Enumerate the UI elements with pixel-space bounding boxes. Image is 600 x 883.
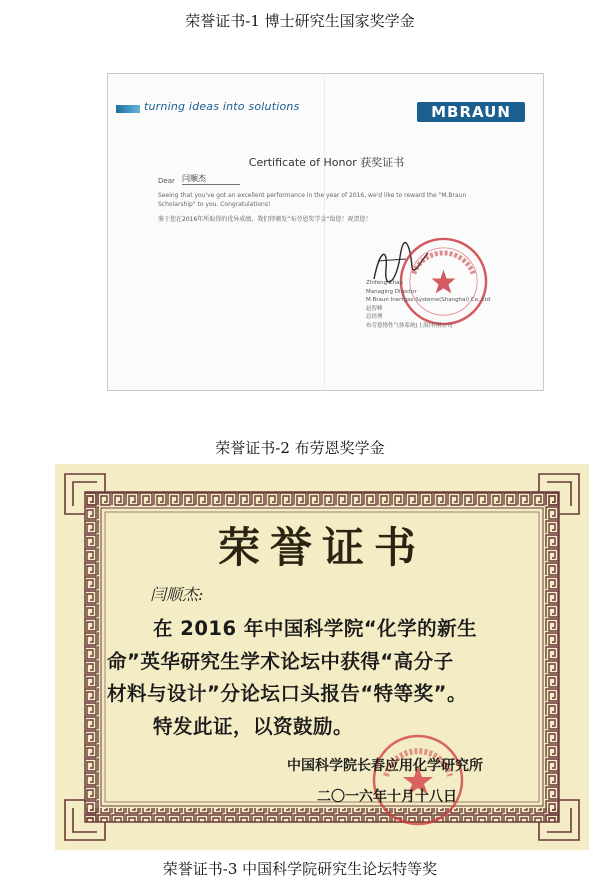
institute-seal	[370, 732, 466, 828]
sign-line: 布劳恩惰性气体系统(上海)有限公司	[366, 322, 453, 329]
svg-text:MBRAUN: MBRAUN	[431, 103, 511, 121]
mbraun-logo	[417, 101, 525, 123]
award-text-line: 材料与设计”分论坛口头报告“特等奖”。	[107, 682, 467, 705]
cas-certificate-image	[55, 464, 589, 850]
sign-line: 总经理	[366, 314, 383, 320]
recipient-name: 闫顺杰	[182, 173, 240, 185]
caption-certificate-2: 荣誉证书-2 布劳恩奖学金	[215, 439, 385, 457]
signatory-block	[366, 279, 506, 330]
dear-label: Dear	[158, 177, 175, 185]
paper-fold-line	[324, 74, 325, 391]
sign-line: 赵智峰	[366, 305, 383, 312]
issue-date: 二〇一六年十月十八日	[317, 789, 457, 805]
award-text-line: 特发此证，以资鼓励。	[153, 715, 354, 738]
certificate-title: 荣誉证书	[217, 523, 426, 572]
sign-line: Managing Director	[366, 288, 417, 295]
sign-line: M.Braun Inertgas-Systeme(Shanghai) Co.,Ltd	[366, 297, 491, 303]
tagline-accent-bar	[116, 105, 140, 113]
issuing-organization: 中国科学院长春应用化学研究所	[287, 758, 483, 774]
award-text-line: 命”英华研究生学术论坛中获得“高分子	[107, 650, 454, 673]
recipient-name: 闫顺杰:	[150, 585, 204, 604]
certificate-title: Certificate of Honor 获奖证书	[248, 156, 405, 169]
sign-line: Zhifeng Zhao	[366, 280, 403, 286]
award-text-line: 在 2016 年中国科学院“化学的新生	[153, 617, 478, 640]
caption-certificate-1: 荣誉证书-1 博士研究生国家奖学金	[185, 12, 415, 30]
braun-certificate-image	[107, 73, 544, 391]
caption-certificate-3: 荣誉证书-3 中国科学院研究生论坛特等奖	[162, 860, 438, 878]
brand-tagline: turning ideas into solutions	[144, 100, 300, 113]
award-text-english: Seeing that you've got an excellent performance in the year of 2016, we'd like to reward the "M.Braun Scholarship" to you. Congratulations!	[158, 192, 467, 208]
award-text-chinese: 鉴于您在2016年所取得的优异成绩，我们特颁发“布劳恩奖学金”给您！祝贺您！	[158, 216, 372, 223]
